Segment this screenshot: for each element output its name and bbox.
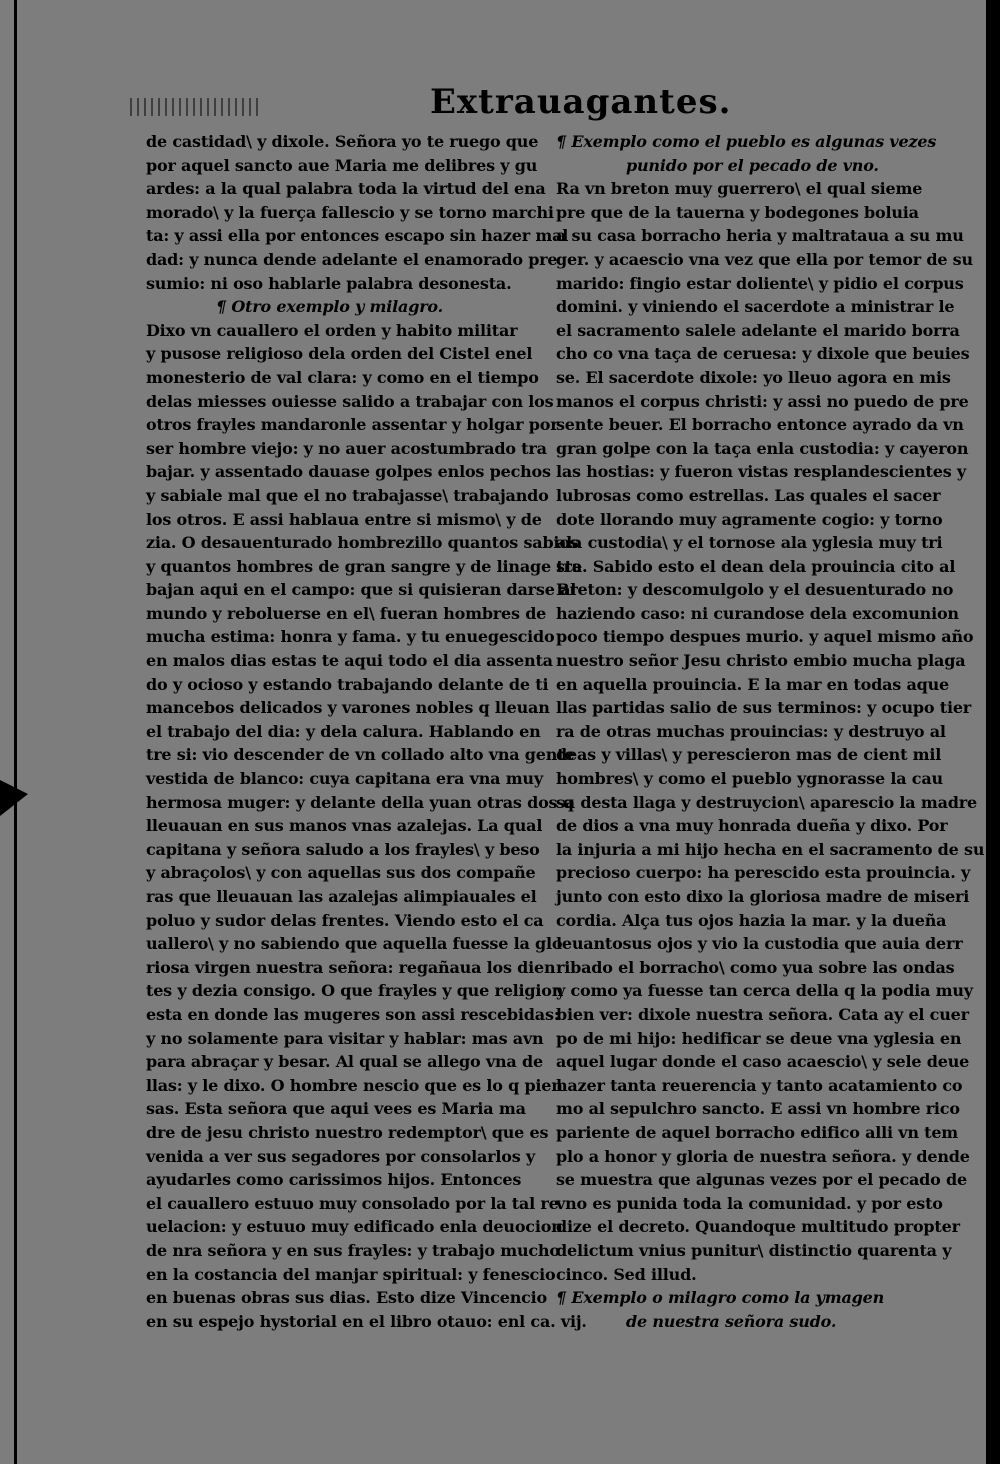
right-column-line: Ra vn breton muy guerrero\ el qual sieme <box>556 179 923 199</box>
right-column-line: po de mi hijo: hedificar se deue vna yglesia en <box>556 1028 962 1048</box>
left-column-line: ayudarles como carissimos hijos. Entonces <box>146 1170 522 1190</box>
right-column-line: cordia. Alça tus ojos hazia la mar. y la dueña <box>556 910 947 930</box>
left-column-line: morado\ y la fuerça fallescio y se torno marchi <box>146 202 554 222</box>
left-column-line: riosa virgen nuestra señora: regañaua los dien <box>146 957 556 977</box>
left-column-line: uallero\ y no sabiendo que aquella fuesse la glo <box>146 934 563 954</box>
right-column-line: en aquella prouincia. E la mar en todas aque <box>556 674 950 694</box>
left-column-line: delas miesses ouiesse salido a trabajar con los <box>146 391 554 411</box>
right-column-line: las hostias: y fueron vistas resplandescientes y <box>556 462 966 482</box>
right-column-line: plo a honor y gloria de nuestra señora. y dende <box>556 1146 970 1166</box>
left-column-line: bajan aqui en el campo: que si quisieran darse al <box>146 580 577 600</box>
left-column-line: y no solamente para visitar y hablar: mas avn <box>146 1028 544 1048</box>
right-column-line: de nuestra señora sudo. <box>626 1311 837 1331</box>
right-column-line: manos el corpus christi: y assi no puedo de pre <box>556 391 969 411</box>
left-column-line: de nra señora y en sus frayles: y trabajo mucho <box>146 1240 560 1260</box>
right-column-line: pariente de aquel borracho edifico alli vn tem <box>556 1122 959 1142</box>
left-column-line: en buenas obras sus dias. Esto dize Vincencio <box>146 1288 548 1308</box>
right-column-line: llas partidas salio de sus terminos: y ocupo tier <box>556 698 972 718</box>
left-column-line: do y ocioso y estando trabajando delante de ti <box>146 674 549 694</box>
left-column-line: dre de jesu christo nuestro redemptor\ que es <box>146 1122 549 1142</box>
left-column-line: en malos dias estas te aqui todo el dia assenta <box>146 651 553 671</box>
left-column-line: los otros. E assi hablaua entre si mismo\ y de <box>146 509 542 529</box>
right-column-line: pre que de la tauerna y bodegones boluia <box>556 202 919 222</box>
right-column-line: lubrosas como estrellas. Las quales el sacer <box>556 485 941 505</box>
left-column-line: por aquel sancto aue Maria me delibres y gu <box>146 155 538 175</box>
right-column-line: cinco. Sed illud. <box>556 1264 697 1284</box>
left-column-line: el cauallero estuuo muy consolado por la tal re <box>146 1193 559 1213</box>
left-column <box>146 130 587 1333</box>
left-column-line: zia. O desauenturado hombrezillo quantos sabios <box>146 533 579 553</box>
left-column-line: tes y dezia consigo. O que frayles y que religion <box>146 981 564 1001</box>
right-column-line: hazer tanta reuerencia y tanto acatamiento co <box>556 1075 963 1095</box>
left-column-line: en la costancia del manjar spiritual: y fenescio <box>146 1264 556 1284</box>
left-column-line: mucha estima: honra y fama. y tu enuegescido <box>146 627 555 647</box>
left-column-line: ta: y assi ella por entonces escapo sin hazer mal <box>146 226 569 246</box>
running-header: Extrauagantes. <box>430 82 732 122</box>
left-column-line: vestida de blanco: cuya capitana era vna muy <box>146 769 543 789</box>
right-column-line: cho co vna taça de ceruesa: y dixole que beuies <box>556 344 970 364</box>
left-column-line: ser hombre viejo: y no auer acostumbrado tra <box>146 438 547 458</box>
ink-smudge <box>130 98 260 116</box>
right-column-line: punido por el pecado de vno. <box>626 155 879 175</box>
right-column-line: leuantosus ojos y vio la custodia que auia derr <box>556 934 963 954</box>
page-left-edge <box>14 0 17 1464</box>
right-column-line: gran golpe con la taça enla custodia: y cayeron <box>556 438 969 458</box>
right-column-line: marido: fingio estar doliente\ y pidio el corpus <box>556 273 964 293</box>
left-column-line: ras que lleuauan las azalejas alimpiauales el <box>146 887 537 906</box>
left-column-line: mancebos delicados y varones nobles q lleuan <box>146 698 550 718</box>
right-column-line: nuestro señor Jesu christo embio mucha plaga <box>556 651 966 671</box>
right-column-line: delictum vnius punitur\ distinctio quarenta y <box>556 1240 952 1260</box>
right-column-line: junto con esto dixo la gloriosa madre de miseri <box>556 887 970 906</box>
left-column-line: capitana y señora saludo a los frayles\ y beso <box>146 839 540 859</box>
left-column-line: y quantos hombres de gran sangre y de linage tra <box>146 556 582 576</box>
left-column-line: lleuauan en sus manos vnas azalejas. La qual <box>146 816 543 836</box>
right-column-line: hombres\ y como el pueblo ygnorasse la cau <box>556 769 943 789</box>
right-column-line: ribado el borracho\ como yua sobre las ondas <box>556 957 955 977</box>
right-column-line: sente beuer. El borracho entonce ayrado da vn <box>556 415 964 435</box>
left-column-line: y pusose religioso dela orden del Cistel enel <box>146 344 533 364</box>
right-column-line: haziendo caso: ni curandose dela excomunion <box>556 603 959 623</box>
right-column-line: el sacramento salele adelante el marido borra <box>556 320 960 340</box>
left-column-line: ¶ Otro exemplo y milagro. <box>216 297 443 317</box>
left-column-line: esta en donde las mugeres son assi rescebidas: <box>146 1004 560 1024</box>
right-column-line: vno es punida toda la comunidad. y por esto <box>556 1193 943 1213</box>
left-column-line: dad: y nunca dende adelante el enamorado pre <box>146 249 558 269</box>
left-column-line: llas: y le dixo. O hombre nescio que es lo q pien <box>146 1075 563 1095</box>
right-column-line: bien ver: dixole nuestra señora. Cata ay el cuer <box>556 1004 969 1024</box>
left-column-line: otros frayles mandaronle assentar y holgar por <box>146 415 559 435</box>
right-column-line: mo al sepulchro sancto. E assi vn hombre rico <box>556 1099 960 1119</box>
right-column-line: a su casa borracho heria y maltrataua a su mu <box>556 226 964 246</box>
left-column-line: el trabajo del dia: y dela calura. Hablando en <box>146 721 541 741</box>
left-column-line: venida a ver sus segadores por consolarlos y <box>146 1146 536 1166</box>
right-column-line: dote llorando muy agramente cogio: y torno <box>556 509 943 529</box>
right-column-line: precioso cuerpo: ha perescido esta prouincia. y <box>556 863 971 883</box>
left-column-line: uelacion: y estuuo muy edificado enla deuocion <box>146 1217 563 1237</box>
left-column-line: de castidad\ y dixole. Señora yo te ruego que <box>146 132 539 151</box>
left-column-line: en su espejo hystorial en el libro otauo: enl ca. vij. <box>146 1311 587 1331</box>
right-column-line: poco tiempo despues murio. y aquel mismo año <box>556 627 974 647</box>
left-column-line: monesterio de val clara: y como en el tiempo <box>146 367 539 387</box>
left-column-line: y abraçolos\ y con aquellas sus dos compañe <box>146 863 536 883</box>
right-column-line: se muestra que algunas vezes por el pecado de <box>556 1170 967 1190</box>
right-column-line: ¶ Exemplo como el pueblo es algunas vezes <box>556 132 937 151</box>
right-column-line: Breton: y descomulgolo y el desuenturado no <box>556 580 954 600</box>
left-column-line: bajar. y assentado dauase golpes enlos pechos <box>146 462 551 482</box>
right-column <box>556 130 985 1333</box>
right-column-line: ala custodia\ y el tornose ala yglesia muy tri <box>556 533 943 553</box>
left-column-line: ardes: a la qual palabra toda la virtud del ena <box>146 179 546 199</box>
margin-mark <box>0 780 28 816</box>
right-column-line: ¶ Exemplo o milagro como la ymagen <box>556 1288 885 1308</box>
left-column-line: Dixo vn cauallero el orden y habito militar <box>146 320 518 340</box>
right-column-line: ste. Sabido esto el dean dela prouincia cito al <box>556 556 956 576</box>
right-column-line: y como ya fuesse tan cerca della q la podia muy <box>556 981 973 1001</box>
left-column-line: mundo y reboluerse en el\ fueran hombres de <box>146 603 547 623</box>
left-column-line: hermosa muger: y delante della yuan otras dos q <box>146 792 574 812</box>
right-column-line: sa desta llaga y destruycion\ aparescio la madre <box>556 792 977 812</box>
right-column-line: ger. y acaescio vna vez que ella por temor de su <box>556 249 973 269</box>
right-column-line: la injuria a mi hijo hecha en el sacramento de su <box>556 839 985 859</box>
right-column-line: domini. y viniendo el sacerdote a ministrar le <box>556 297 955 317</box>
right-column-line: dize el decreto. Quandoque multitudo propter <box>556 1217 960 1237</box>
right-column-line: ra de otras muchas prouincias: y destruyo al <box>556 721 946 741</box>
right-column-line: de dios a vna muy honrada dueña y dixo. Por <box>556 816 948 836</box>
left-column-line: para abraçar y besar. Al qual se allego vna de <box>146 1052 543 1072</box>
left-column-line: sas. Esta señora que aqui vees es Maria ma <box>146 1099 526 1119</box>
left-column-line: tre si: vio descender de vn collado alto vna gente <box>146 745 575 765</box>
right-column-line: aquel lugar donde el caso acaescio\ y sele deue <box>556 1052 970 1072</box>
left-column-line: poluo y sudor delas frentes. Viendo esto el ca <box>146 910 544 930</box>
left-column-line: y sabiale mal que el no trabajasse\ trabajando <box>146 485 549 505</box>
right-column-line: deas y villas\ y perescieron mas de cient mil <box>556 745 942 765</box>
left-column-line: sumio: ni oso hablarle palabra desonesta. <box>146 273 512 293</box>
right-column-line: se. El sacerdote dixole: yo lleuo agora en mis <box>556 367 951 387</box>
page-right-edge <box>986 0 1000 1464</box>
